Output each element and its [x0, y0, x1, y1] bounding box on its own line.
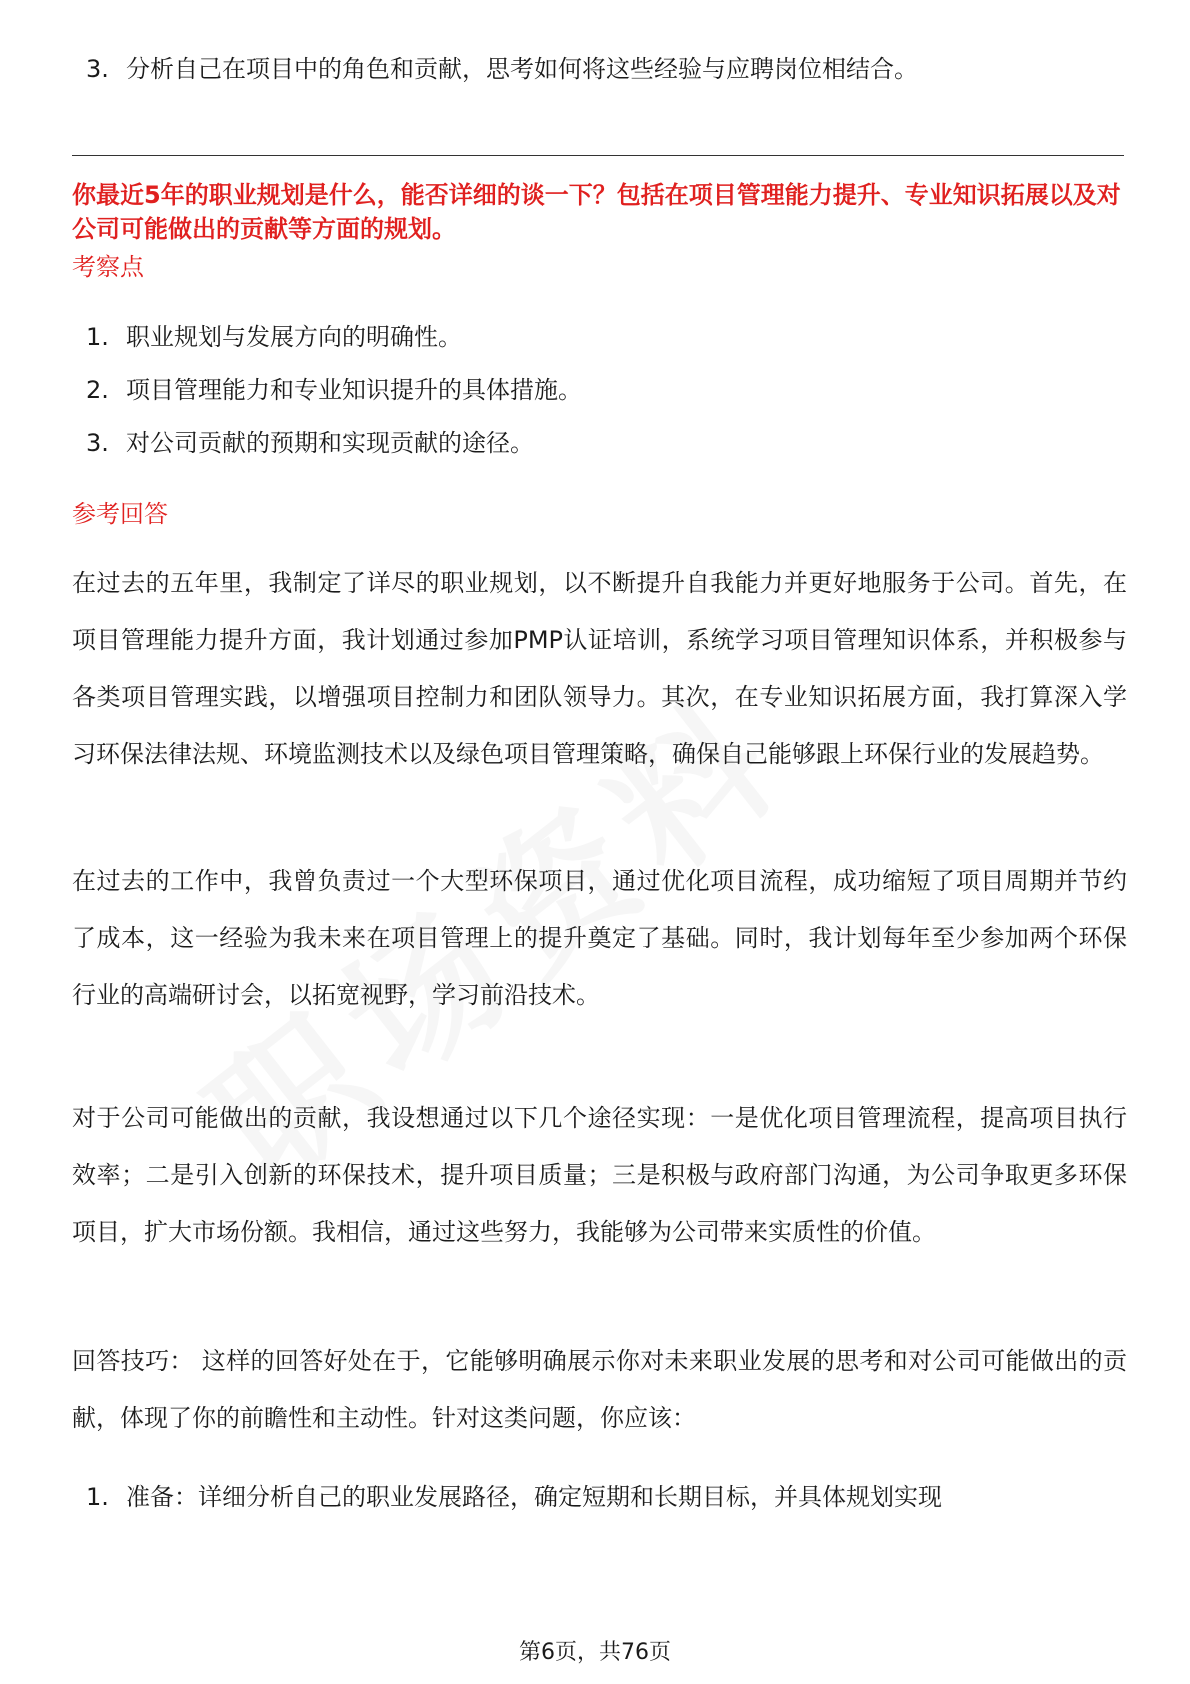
list-item-number: 3. [86, 55, 109, 83]
top-list [86, 52, 1126, 86]
list-item-number: 1. [86, 323, 109, 351]
list-item [86, 320, 1126, 354]
list-item-text: 职业规划与发展方向的明确性。 [126, 323, 462, 351]
answer-paragraph: 在过去的五年里，我制定了详尽的职业规划，以不断提升自我能力并更好地服务于公司。首先，在项目管理能力提升方面，我计划通过参加PMP认证培训，系统学习项目管理知识体系，并积极参与各类项目管理实践，以增强项目控制力和团队领导力。其次，在专业知识拓展方面，我打算深入学习环保法律法规、环境监测技术以及绿色项目管理策略，确保自己能够跟上环保行业的发展趋势。 [72, 569, 1127, 768]
list-item [86, 373, 1126, 407]
list-item-number: 3. [86, 429, 109, 457]
answer-paragraph: 在过去的工作中，我曾负责过一个大型环保项目，通过优化项目流程，成功缩短了项目周期并节约了成本，这一经验为我未来在项目管理上的提升奠定了基础。同时，我计划每年至少参加两个环保行业的高端研讨会，以拓宽视野，学习前沿技术。 [72, 867, 1127, 1009]
answer-tips-paragraph: 回答技巧： 这样的回答好处在于，它能够明确展示你对未来职业发展的思考和对公司可能做出的贡献，体现了你的前瞻性和主动性。针对这类问题，你应该： [72, 1347, 1127, 1432]
list-item-text: 准备：详细分析自己的职业发展路径，确定短期和长期目标，并具体规划实现 [126, 1483, 942, 1511]
list-item-number: 1. [86, 1483, 109, 1511]
list-item-text: 项目管理能力和专业知识提升的具体措施。 [126, 376, 582, 404]
reference-answer-label: 参考回答 [72, 500, 168, 528]
divider [72, 155, 1124, 156]
list-item [86, 1480, 1126, 1514]
page-footer: 第6页，共76页 [519, 1640, 671, 1665]
question-heading: 你最近5年的职业规划是什么，能否详细的谈一下？包括在项目管理能力提升、专业知识拓展以及对公司可能做出的贡献等方面的规划。 [72, 181, 1121, 243]
list-item-number: 2. [86, 376, 109, 404]
list-item [86, 52, 1126, 86]
list-item [86, 426, 1126, 460]
tips-list [86, 1480, 1126, 1514]
list-item-text: 分析自己在项目中的角色和贡献，思考如何将这些经验与应聘岗位相结合。 [126, 55, 918, 83]
answer-paragraph: 对于公司可能做出的贡献，我设想通过以下几个途径实现：一是优化项目管理流程，提高项目执行效率；二是引入创新的环保技术，提升项目质量；三是积极与政府部门沟通，为公司争取更多环保项目，扩大市场份额。我相信，通过这些努力，我能够为公司带来实质性的价值。 [72, 1104, 1127, 1246]
exam-points-label: 考察点 [72, 253, 144, 281]
exam-points-list [86, 320, 1126, 460]
list-item-text: 对公司贡献的预期和实现贡献的途径。 [126, 429, 534, 457]
